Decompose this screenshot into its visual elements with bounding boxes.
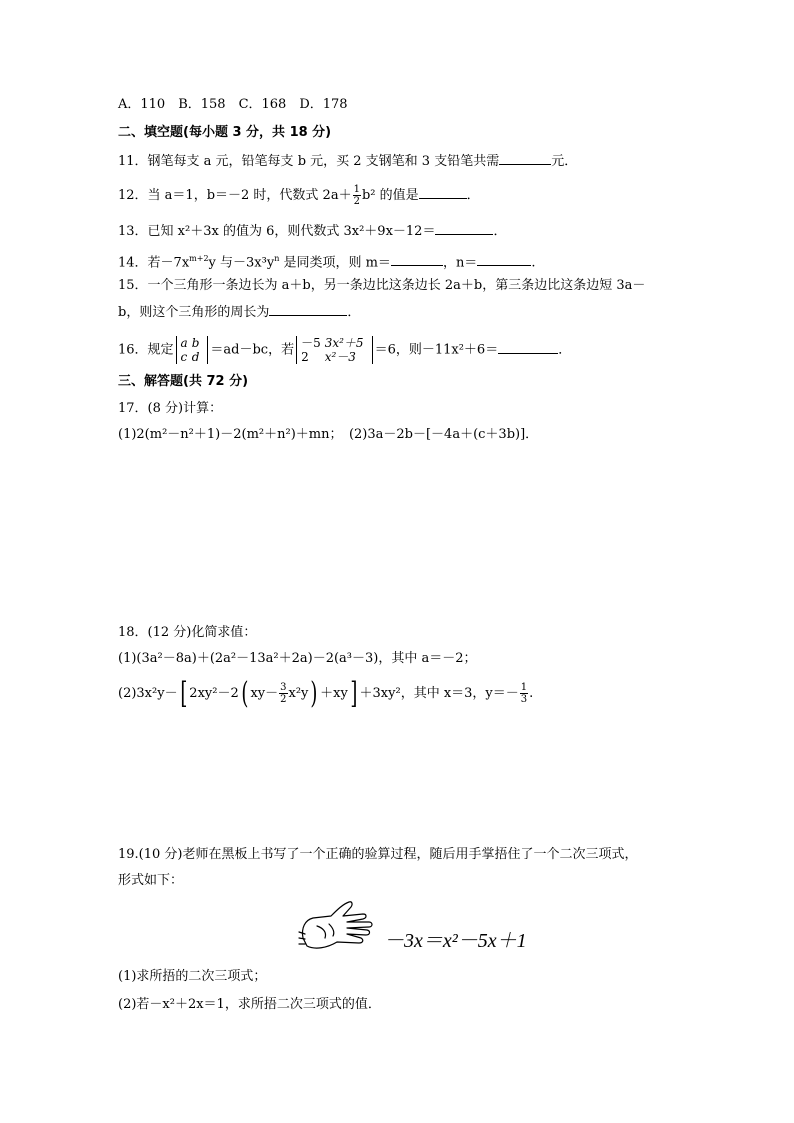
denominator: 2 [280, 694, 287, 705]
left-paren: ( [241, 675, 249, 711]
answer-blank-m [391, 253, 443, 266]
question-19-part1: (1)求所捂的二次三项式； [118, 969, 267, 984]
det-entry: 3x²＋5 [324, 336, 364, 350]
q14-text-2: y 与－3x³y [208, 255, 275, 271]
det-b: b [191, 336, 200, 350]
question-13 [118, 222, 506, 241]
determinant-given [296, 336, 373, 364]
answer-blank [499, 152, 551, 165]
answer-blank [419, 186, 467, 199]
q11-end: 元． [551, 154, 578, 169]
expr-part: xy－ [250, 686, 279, 701]
exponent: n [274, 254, 280, 263]
q16-text-3: ＝6，则－11x²＋6＝ [374, 342, 499, 358]
q16-text: 16．规定 [118, 342, 174, 358]
question-14 [118, 250, 535, 272]
left-bracket: [ [179, 675, 187, 711]
numerator: 1 [520, 682, 528, 693]
expr-part: (2)3x²y－ [118, 686, 178, 701]
hand-icon [297, 898, 375, 958]
options-line: A．110 B．158 C．168 D．178 [118, 97, 348, 112]
question-12 [118, 184, 480, 207]
det-entry: x²－3 [324, 350, 356, 364]
q14-text-3: 是同类项，则 m＝ [279, 255, 391, 271]
det-entry: 2 [301, 350, 309, 364]
q15-text: b，则这个三角形的周长为 [118, 305, 270, 320]
question-17-title: 17．(8 分)计算： [118, 401, 223, 416]
determinant-definition [176, 336, 209, 364]
numerator: 3 [280, 682, 287, 693]
question-18-title: 18．(12 分)化简求值： [118, 625, 257, 640]
q14-text-4: ，n＝ [442, 255, 478, 271]
exponent: m+2 [189, 254, 209, 263]
q12-end: ． [466, 188, 480, 203]
fraction [279, 682, 287, 705]
q12-text: 12．当 a＝1，b＝－2 时，代数式 2a＋ [118, 188, 352, 203]
question-17-body: (1)2(m²－n²＋1)－2(m²＋n²)＋mn； (2)3a－2b－[－4a＋(c＋3b)]． [118, 427, 539, 442]
q15-end: ． [347, 305, 361, 320]
question-18-part1: (1)(3a²－8a)＋(2a²－13a²＋2a)－2(a³－3)，其中 a＝－2； [118, 651, 477, 666]
fraction [520, 682, 528, 705]
det-d: d [191, 350, 200, 364]
right-paren: ) [310, 675, 318, 711]
question-18-part2 [118, 675, 534, 711]
denominator: 3 [520, 694, 528, 705]
q13-text: 13．已知 x²＋3x 的值为 6，则代数式 3x²＋9x－12＝ [118, 224, 436, 239]
expr-part: x²y [288, 686, 309, 701]
expr-part: . [529, 686, 534, 701]
hidden-trinomial-equation: －3x＝x²－5x＋1 [384, 930, 527, 952]
denominator: 2 [353, 196, 360, 207]
q12-text-2: b² 的值是 [361, 188, 419, 203]
section-fill-in: 二、填空题(每小题 3 分，共 18 分) [118, 125, 332, 140]
numerator: 1 [353, 184, 360, 195]
section-solve: 三、解答题(共 72 分) [118, 374, 249, 389]
q14-end: . [531, 255, 536, 271]
answer-blank [435, 222, 493, 235]
question-15-line2 [118, 303, 360, 322]
q11-text: 11．钢笔每支 a 元，铅笔每支 b 元，买 2 支钢笔和 3 支铅笔共需 [118, 154, 500, 169]
question-15-line1: 15．一个三角形一条边长为 a＋b，另一条边比这条边长 2a＋b，第三条边比这条边短 3a－ [118, 278, 646, 293]
answer-blank [498, 341, 558, 354]
expr-part: ＋xy [320, 686, 348, 701]
q14-text: 14．若－7x [118, 255, 190, 271]
expr-part: ＋3xy²，其中 x＝3，y＝－ [359, 686, 519, 701]
right-bracket: ] [350, 675, 358, 711]
answer-blank-n [477, 253, 531, 266]
det-c: c [180, 350, 188, 364]
q16-end: ． [558, 342, 572, 358]
answer-blank [269, 303, 347, 316]
q16-text-2: ＝ad－bc，若 [210, 342, 295, 358]
fraction [353, 184, 361, 207]
expr-part: 2xy²－2 [189, 686, 239, 701]
question-19-line2: 形式如下： [118, 873, 184, 888]
q13-end: ． [493, 224, 507, 239]
question-19-line1: 19.(10 分)老师在黑板上书写了一个正确的验算过程，随后用手掌捂住了一个二次三项式， [118, 847, 638, 862]
det-a: a [180, 336, 188, 350]
question-11 [118, 152, 577, 171]
question-19-part2: (2)若－x²＋2x＝1，求所捂二次三项式的值． [118, 997, 381, 1012]
det-entry: －5 [301, 336, 321, 350]
question-16 [118, 336, 571, 364]
